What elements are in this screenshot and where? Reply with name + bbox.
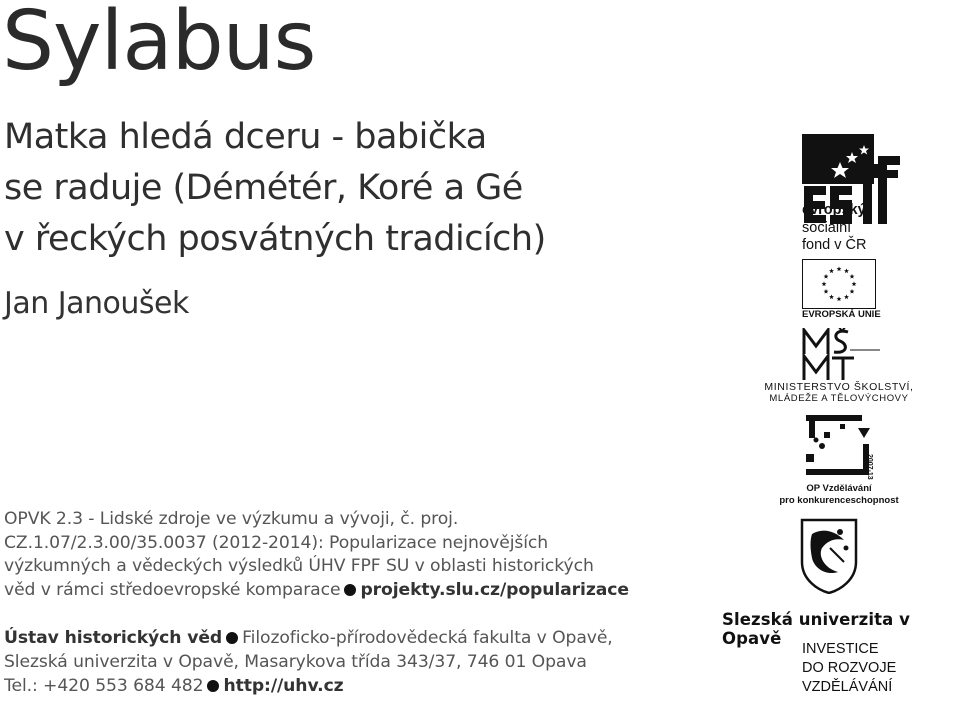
msmt-logo-icon — [802, 328, 882, 383]
project-line-1: OPVK 2.3 - Lidské zdroje ve výzkumu a vývoji, č. proj. — [4, 509, 459, 529]
project-line-2: CZ.1.07/2.3.00/35.0037 (2012-2014): Popularizace nejnovějších — [4, 532, 549, 553]
invest-label — [802, 640, 896, 697]
invest-label-line-2: DO ROZVOJE — [802, 660, 897, 676]
eu-flag-icon — [802, 259, 876, 309]
phone: Tel.: +420 553 684 482 — [4, 676, 204, 696]
project-line-4-text: věd v rámci středoevropské komparace — [4, 579, 341, 600]
op-years: 2007-13 — [866, 454, 873, 480]
faculty-name: Filozoficko-přírodovědecká fakulta v Opavě, — [242, 628, 613, 648]
subtitle-line-2: se raduje (Démétér, Koré a Gé — [4, 168, 523, 208]
msmt-label — [764, 381, 914, 405]
subtitle — [4, 112, 546, 265]
author: Jan Janoušek — [4, 286, 189, 321]
footer-line-1 — [4, 626, 684, 650]
invest-label-line-3: VZDĚLÁVÁNÍ — [802, 679, 893, 695]
bullet-dot-icon — [226, 632, 238, 644]
subtitle-line-1: Matka hledá dceru - babička — [4, 117, 487, 157]
msmt-label-line-2: MLÁDEŽE A TĚLOVÝCHOVY — [769, 393, 909, 404]
page-title: Sylabus — [2, 0, 316, 89]
university-name: Slezská univerzita v Opavě — [722, 610, 911, 648]
project-link[interactable]: projekty.slu.cz/popularizace — [360, 579, 629, 600]
op-label — [770, 483, 908, 507]
op-label-line-2: pro konkurenceschopnost — [779, 495, 899, 506]
university-seal-icon — [800, 518, 858, 594]
msmt-label-line-1: MINISTERSTVO ŠKOLSTVÍ, — [764, 381, 914, 393]
esf-label-line-1: evropský — [802, 202, 866, 218]
invest-label-line-1: INVESTICE — [802, 641, 879, 657]
footer-line-3 — [4, 674, 684, 698]
project-info — [4, 508, 654, 602]
institute-name: Ústav historických věd — [4, 628, 223, 648]
footer-contact — [4, 626, 684, 698]
project-line-3: výzkumných a vědeckých výsledků ÚHV FPF SU v oblasti historických — [4, 556, 594, 576]
project-line-4 — [4, 579, 654, 603]
bullet-dot-icon — [207, 680, 219, 692]
bullet-dot-icon — [344, 584, 356, 596]
subtitle-line-3: v řeckých posvátných tradicích) — [4, 219, 546, 259]
footer-address: Slezská univerzita v Opavě, Masarykova třída 343/37, 746 01 Opava — [4, 652, 587, 672]
web-link[interactable]: http://uhv.cz — [223, 676, 344, 696]
eu-label: EVROPSKÁ UNIE — [802, 309, 881, 320]
esf-label-line-2: sociální — [802, 219, 852, 236]
esf-label — [802, 202, 866, 255]
op-vzdelavani-logo-icon — [802, 414, 882, 482]
esf-label-line-3: fond v ČR — [802, 237, 867, 253]
op-label-line-1: OP Vzdělávání — [806, 483, 872, 494]
